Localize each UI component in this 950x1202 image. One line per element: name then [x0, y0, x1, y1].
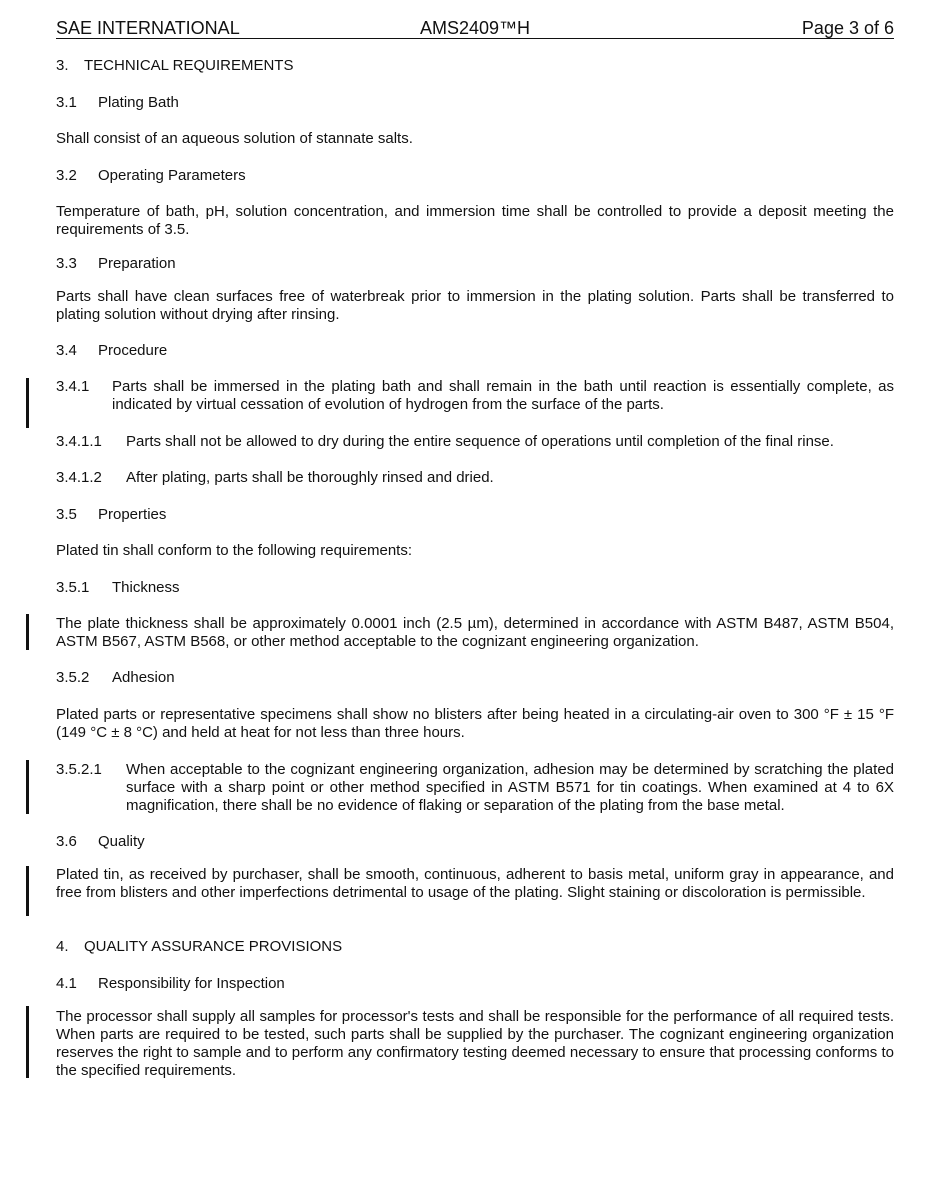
paragraph: Plated tin, as received by purchaser, shall be smooth, continuous, adherent to basis metal, uniform gray in appearance, and free from blisters and other imperfections detrimental to usage of the plating. Slight staining or discoloration is permissible.: [56, 866, 894, 901]
paragraph: Parts shall have clean surfaces free of waterbreak prior to immersion in the plating solution. Parts shall be transferred to plating solution without drying after rinsing.: [56, 288, 894, 323]
clause-text: Parts shall be immersed in the plating bath and shall remain in the bath until reaction is essentially complete, as indicated by virtual cessation of evolution of hydrogen from the surface of the parts.: [112, 378, 894, 413]
subsection-heading: 3.3 Preparation: [56, 255, 176, 272]
paragraph: Temperature of bath, pH, solution concentration, and immersion time shall be controlled to provide a deposit meeting the requirements of 3.5.: [56, 203, 894, 238]
subsection-heading: 3.2 Operating Parameters: [56, 167, 246, 184]
header-org: SAE INTERNATIONAL: [56, 18, 240, 38]
paragraph: Plated tin shall conform to the following requirements:: [56, 542, 413, 559]
paragraph: The processor shall supply all samples for processor's tests and shall be responsible for the performance of all required tests. When parts are required to be tested, such parts shall be supplied by the purchaser. The cognizant engineering organization reserves the right to sample and to perform any confirmatory testing deemed necessary to ensure that processing conforms to the specified requirements.: [56, 1008, 894, 1079]
clause-text: After plating, parts shall be thoroughly rinsed and dried.: [126, 469, 494, 486]
section-heading: 4. QUALITY ASSURANCE PROVISIONS: [56, 938, 343, 955]
subsection-heading: 3.5.1 Thickness: [56, 579, 180, 596]
paragraph: Plated parts or representative specimens shall show no blisters after being heated in a circulating-air oven to 300 °F ± 15 °F (149 °C ± 8 °C) and held at heat for not less than three hours.: [56, 706, 894, 741]
subsection-heading: 3.4 Procedure: [56, 342, 168, 359]
header-page-number: Page 3 of 6: [801, 18, 894, 38]
section-heading: 3. TECHNICAL REQUIREMENTS: [56, 57, 294, 74]
clause-text: When acceptable to the cognizant engineering organization, adhesion may be determined by scratching the plated surface with a sharp point or other method specified in ASTM B571 for tin coatings. When examined at 4 to 6X magnification, there shall be no evidence of flaking or separation of the plating from the base metal.: [126, 761, 894, 814]
subsection-heading: 3.1 Plating Bath: [56, 94, 179, 111]
paragraph: Shall consist of an aqueous solution of stannate salts.: [56, 130, 413, 147]
change-bar: [26, 378, 29, 428]
subsection-heading: 3.5.2 Adhesion: [56, 669, 175, 686]
subsection-heading: 4.1 Responsibility for Inspection: [56, 975, 285, 992]
clause-number: 3.4.1.2: [56, 469, 102, 486]
change-bar: [26, 1006, 29, 1078]
clause-number: 3.4.1.1: [56, 433, 102, 450]
change-bar: [26, 614, 29, 650]
header-doc-id: AMS2409™H: [420, 18, 531, 38]
clause-number: 3.5.2.1: [56, 761, 102, 778]
clause-text: Parts shall not be allowed to dry during the entire sequence of operations until completion of the final rinse.: [126, 433, 834, 450]
page-header: [56, 18, 894, 39]
paragraph: The plate thickness shall be approximately 0.0001 inch (2.5 µm), determined in accordance with ASTM B487, ASTM B504, ASTM B567, ASTM B568, or other method acceptable to the cognizant engineering organization.: [56, 615, 894, 650]
change-bar: [26, 866, 29, 916]
clause-number: 3.4.1: [56, 378, 90, 395]
subsection-heading: 3.6 Quality: [56, 833, 145, 850]
change-bar: [26, 760, 29, 814]
subsection-heading: 3.5 Properties: [56, 506, 167, 523]
